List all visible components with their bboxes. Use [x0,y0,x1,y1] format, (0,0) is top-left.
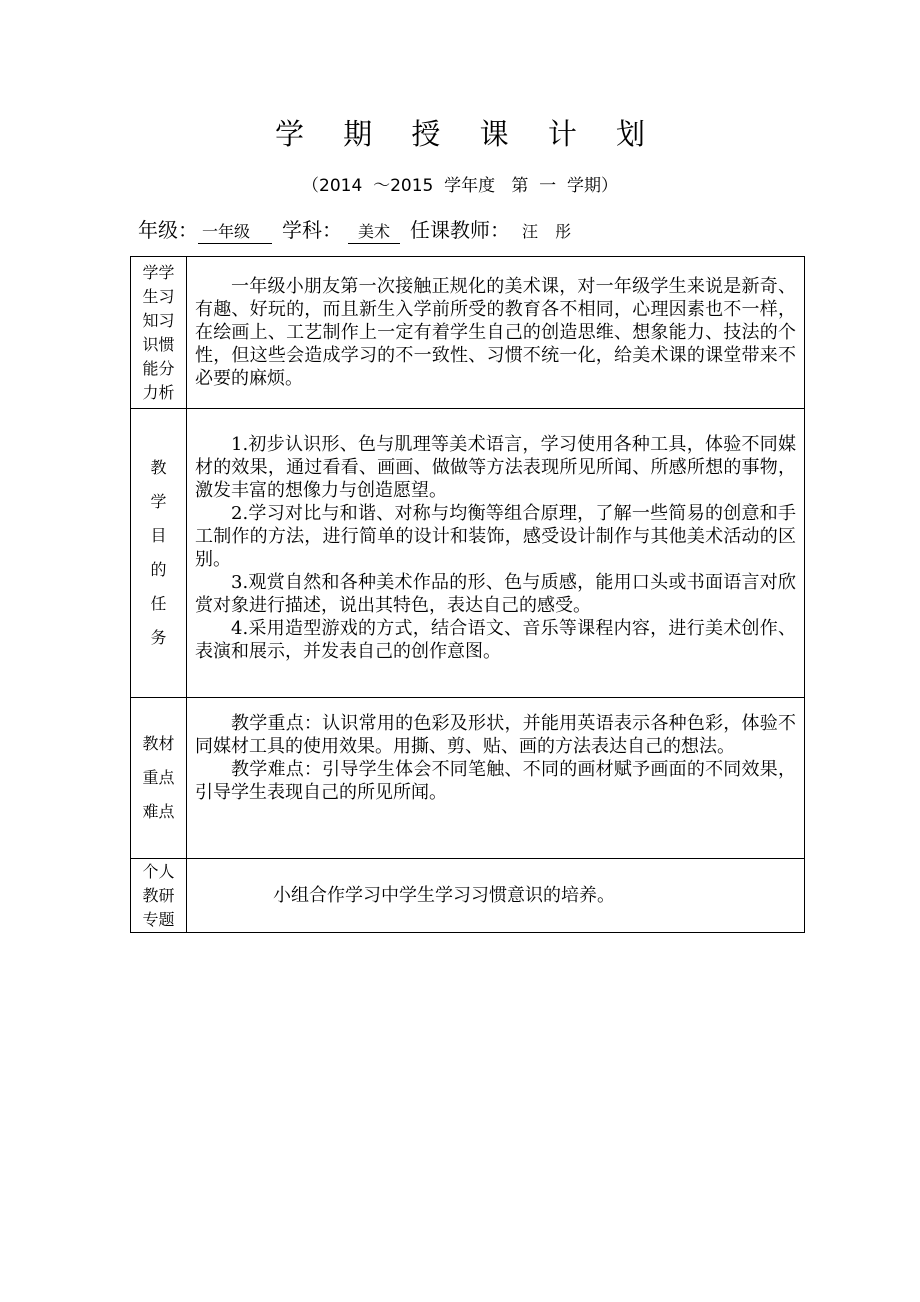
academic-year-subtitle: （2014 ～2015 学年度 第 一 学期） [302,176,618,196]
row-content-student-analysis [187,257,805,409]
teacher-value: 汪 彤 [522,222,578,241]
grade-label: 年级： [138,218,198,242]
page-title: 学 期 授 课 计 划 [274,117,661,151]
row-label-key-points: 教材 重点 难点 [131,698,187,859]
paragraph: 3.观赏自然和各种美术作品的形、色与质感，能用口头或书面语言对欣赏对象进行描述，说出其特色，表达自己的感受。 [195,572,796,616]
row-content-key-points [187,698,805,859]
paragraph: 1.初步认识形、色与肌理等美术语言，学习使用各种工具，体验不同媒材的效果，通过看看、画画、做做等方法表现所见所闻、所感所想的事物，激发丰富的想像力与创造愿望。 [195,434,796,501]
grade-value: 一年级 [198,222,272,244]
course-meta-line [138,214,577,244]
row-label-student-analysis: 学学 生习 知习 识惯 能分 力析 [131,257,187,409]
paragraph: 2.学习对比与和谐、对称与均衡等组合原理，了解一些简易的创意和手工制作的方法，进行简单的设计和装饰，感受设计制作与其他美术活动的区别。 [195,503,796,570]
teacher-label: 任课教师： [410,218,510,242]
row-content-research-topic [187,859,805,933]
subject-value: 美术 [348,222,400,244]
subject-label: 学科： [282,218,342,242]
table-row-key-points [131,698,805,859]
row-label-research-topic: 个人 教研 专题 [131,859,187,933]
row-label-teaching-objectives: 教 学 目 的 任 务 [131,409,187,698]
table-row-research-topic [131,859,805,933]
row-content-teaching-objectives [187,409,805,698]
table-row-teaching-objectives [131,409,805,698]
paragraph: 4.采用造型游戏的方式，结合语文、音乐等课程内容，进行美术创作、表演和展示，并发表自己的创作意图。 [195,618,796,662]
paragraph: 教学重点：认识常用的色彩及形状，并能用英语表示各种色彩，体验不同媒材工具的使用效果。用撕、剪、贴、画的方法表达自己的想法。 [195,713,796,757]
table-row-student-analysis [131,257,805,409]
paragraph: 一年级小朋友第一次接触正规化的美术课，对一年级学生来说是新奇、有趣、好玩的，而且新生入学前所受的教育各不相同，心理因素也不一样，在绘画上、工艺制作上一定有着学生自己的创造思维、想象能力、技法的个性，但这些会造成学习的不一致性、习惯不统一化，给美术课的课堂带来不必要的麻烦。 [195,276,796,389]
paragraph: 教学难点：引导学生体会不同笔触、不同的画材赋予画面的不同效果，引导学生表现自己的所见所闻。 [195,759,796,803]
teaching-plan-table [130,256,805,933]
paragraph: 小组合作学习中学生学习习惯意识的培养。 [273,885,615,906]
